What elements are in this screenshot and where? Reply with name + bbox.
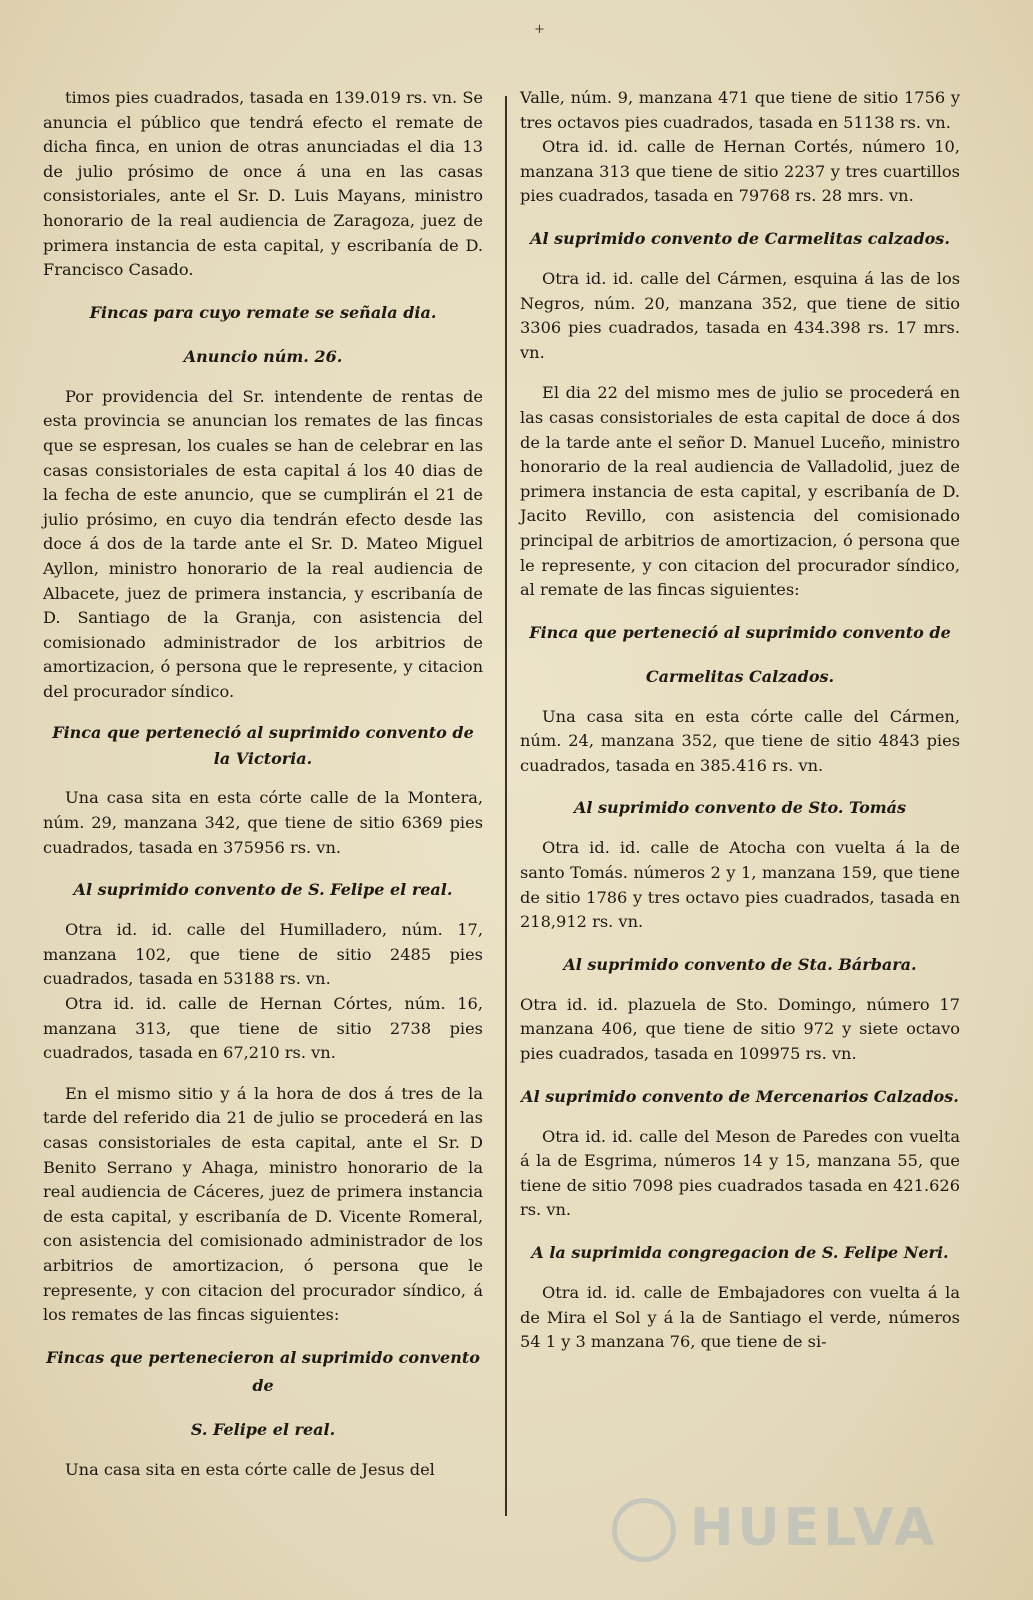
- paragraph: Otra id. id. calle de Hernan Córtes, núm. 16, manzana 313, que tiene de sitio 2738 pies cuadrados, tasada en 67,210 rs. vn.: [43, 994, 483, 1063]
- section-heading: Carmelitas Calzados.: [645, 666, 835, 686]
- section-heading: Fincas que pertenecieron al suprimido convento de: [46, 1347, 480, 1395]
- paragraph: timos pies cuadrados, tasada en 139.019 rs. vn. Se anuncia el público que tendrá efecto el remate de dicha finca, en union de otras anunciadas el dia 13 de julio prósimo de once á una en las casas consistoriales, ante el Sr. D. Luis Mayans, ministro honorario de la real audiencia de Zaragoza, juez de primera instancia de esta capital, y escribanía de D. Francisco Casado.: [43, 88, 483, 280]
- paragraph: Otra id. id. calle de Hernan Cortés, número 10, manzana 313 que tiene de sitio 2237 y tres cuartillos pies cuadrados, tasada en 79768 rs. 28 mrs. vn.: [520, 137, 960, 206]
- paragraph: Otra id. id. calle del Humilladero, núm. 17, manzana 102, que tiene de sitio 2485 pies cuadrados, tasada en 53188 rs. vn.: [43, 920, 483, 989]
- seal-icon: [612, 1498, 676, 1562]
- section-heading: Finca que perteneció al suprimido convento de: [529, 622, 951, 642]
- section-heading: Anuncio núm. 26.: [183, 346, 343, 366]
- left-column: [43, 86, 483, 1482]
- paragraph: Otra id. id. calle de Atocha con vuelta á la de santo Tomás. números 2 y 1, manzana 159, que tiene de sitio 1786 y tres octavo pies cuadrados, tasada en 218,912 rs. vn.: [520, 838, 960, 932]
- paragraph: Otra id. id. plazuela de Sto. Domingo, número 17 manzana 406, que tiene de sitio 972 y siete octavo pies cuadrados, tasada en 109975 rs. vn.: [520, 994, 960, 1064]
- section-heading: S. Felipe el real.: [190, 1419, 336, 1439]
- section-heading: Fincas para cuyo remate se señala dia.: [89, 302, 437, 322]
- paragraph: Una casa sita en esta córte calle de la Montera, núm. 29, manzana 342, que tiene de sitio 6369 pies cuadrados, tasada en 375956 rs. vn.: [43, 788, 483, 857]
- column-divider: [505, 96, 507, 1516]
- section-heading: Al suprimido convento de Sto. Tomás: [573, 798, 907, 818]
- section-heading: Al suprimido convento de Mercenarios Calzados.: [521, 1086, 959, 1106]
- paragraph: Una casa sita en esta córte calle del Cármen, núm. 24, manzana 352, que tiene de sitio 4843 pies cuadrados, tasada en 385.416 rs. vn.: [520, 706, 960, 775]
- paragraph: En el mismo sitio y á la hora de dos á tres de la tarde del referido dia 21 de julio se procederá en las casas consistoriales de esta capital, ante el Sr. D Benito Serrano y Ahaga, ministro honorario de la real audiencia de Cáceres, juez de primera instancia de esta capital, y escribanía de D. Vicente Romeral, con asistencia del comisionado administrador de los arbitrios de amortizacion, ó persona que le represente, y con citacion del procurador síndico, á los remates de las fincas siguientes:: [43, 1083, 483, 1325]
- paragraph: Otra id. id. calle del Cármen, esquina á las de los Negros, núm. 20, manzana 352, que tiene de sitio 3306 pies cuadrados, tasada en 434.398 rs. 17 mrs. vn.: [520, 268, 960, 362]
- paragraph: El dia 22 del mismo mes de julio se procederá en las casas consistoriales de esta capital de doce á dos de la tarde ante el señor D. Manuel Luceño, ministro honorario de la real audiencia de Valladolid, juez de primera instancia de esta capital, y escribanía de D. Jacito Revillo, con asistencia del comisionado principal de arbitrios de amortizacion, ó persona que le represente, y con citacion del procurador síndico, al remate de las fincas siguientes:: [520, 383, 960, 600]
- page-mark: +: [534, 22, 545, 37]
- library-watermark: [612, 1492, 942, 1572]
- section-heading: Al suprimido convento de Carmelitas calzados.: [530, 228, 950, 248]
- paragraph: Por providencia del Sr. intendente de rentas de esta provincia se anuncian los remates de las fincas que se espresan, los cuales se han de celebrar en las casas consistoriales de esta capital á los 40 dias de la fecha de este anuncio, que se cumplirán el 21 de julio prósimo, en cuyo dia tendrán efecto desde las doce á dos de la tarde ante el Sr. D. Mateo Miguel Ayllon, ministro honorario de la real audiencia de Albacete, juez de primera instancia, y escribanía de D. Santiago de la Granja, con asistencia del comisionado administrador de los arbitrios de amortizacion, ó persona que le represente, y citacion del procurador síndico.: [43, 386, 483, 701]
- paragraph: Otra id. id. calle del Meson de Paredes con vuelta á la de Esgrima, números 14 y 15, manzana 55, que tiene de sitio 7098 pies cuadrados tasada en 421.626 rs. vn.: [520, 1126, 960, 1220]
- watermark-text: HUELVA: [690, 1498, 939, 1558]
- paragraph: Otra id. id. calle de Embajadores con vuelta á la de Mira el Sol y á la de Santiago el verde, números 54 1 y 3 manzana 76, que tiene de si-: [520, 1283, 960, 1352]
- right-column: [520, 86, 960, 1355]
- paragraph: Una casa sita en esta córte calle de Jesus del: [65, 1459, 435, 1479]
- section-heading: A la suprimida congregacion de S. Felipe Neri.: [531, 1243, 949, 1262]
- section-heading: Finca que perteneció al suprimido convento de la Victoria.: [52, 723, 474, 769]
- paragraph: Valle, núm. 9, manzana 471 que tiene de sitio 1756 y tres octavos pies cuadrados, tasada en 51138 rs. vn.: [520, 88, 960, 132]
- section-heading: Al suprimido convento de Sta. Bárbara.: [563, 954, 917, 974]
- section-heading: Al suprimido convento de S. Felipe el real.: [73, 880, 453, 900]
